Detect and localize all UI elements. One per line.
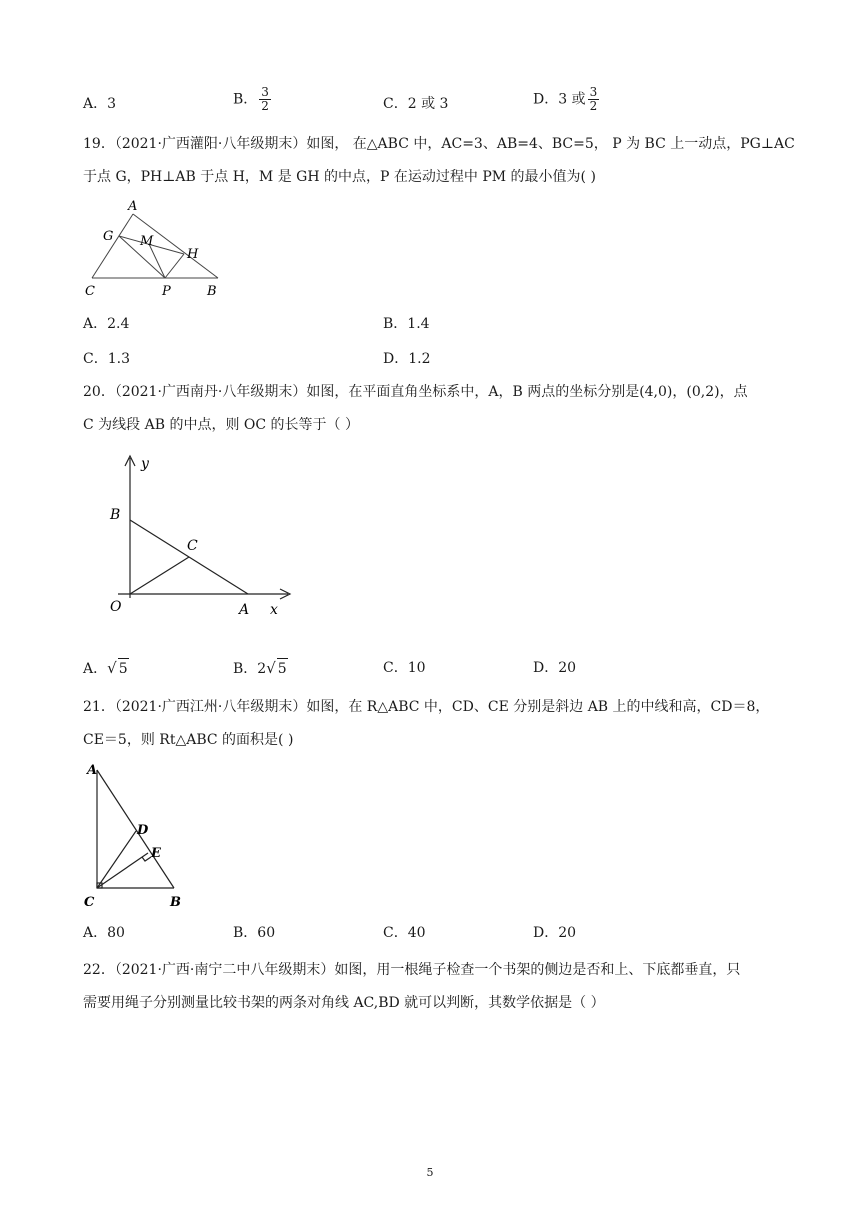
label-b: B [170,895,181,910]
label-x: x [270,602,278,618]
page-number: 5 [426,1166,434,1179]
q21-option-d [533,923,576,943]
option-label: B． [233,91,258,108]
radicand: 5 [118,658,129,679]
q18-option-a [83,94,116,114]
option-label: B． [233,661,258,677]
label-a: A [87,763,98,778]
q19-option-b [383,314,430,334]
fraction [259,86,271,113]
q19-option-a [83,314,129,334]
q18-option-b [233,86,271,113]
option-value: 80 [107,925,125,941]
option-value: 1.3 [107,351,130,367]
label-b: B [207,284,217,299]
label-a: A [128,199,138,214]
sqrt-sign: √ [107,659,117,677]
option-label: B． [233,925,258,941]
q19-text-line1: 19．（2021·广西灌阳·八年级期末）如图， 在△ABC 中，AC=3、AB=4、BC=5， P 为 BC 上一动点，PG⊥AC [83,136,795,152]
q19-text-line2: 于点 G，PH⊥AB 于点 H，M 是 GH 的中点，P 在运动过程中 PM 的最小值为( ) [83,169,596,185]
option-label: A． [83,925,108,941]
segment-ph [165,254,184,278]
q19-option-d [383,349,431,369]
q22-text-line2: 需要用绳子分别测量比较书架的两条对角线 AC,BD 就可以判断，其数学依据是（ ） [83,995,605,1011]
denominator: 2 [261,99,269,113]
label-e: E [151,846,161,861]
label-b: B [110,507,121,523]
option-value: 20 [558,660,577,676]
segment-cd [97,831,136,888]
q21-option-b [233,923,275,943]
q20-text-line1: 20．（2021·广西南丹·八年级期末）如图，在平面直角坐标系中，A，B 两点的坐标分别是(4,0)，(0,2)，点 [83,384,748,400]
label-c: C [187,538,198,554]
q22-text-line1: 22．（2021·广西·南宁二中八年级期末）如图，用一根绳子检查一个书架的侧边是否和上、下底都垂直，只 [83,962,741,978]
label-y: y [141,456,149,472]
option-label: C． [383,96,408,112]
fraction [588,86,600,113]
option-value: 3 [107,96,117,112]
option-label: D． [533,91,559,108]
label-m: M [140,234,154,249]
label-a: A [239,602,250,618]
option-label: C． [383,660,408,676]
q19-option-c [83,349,130,369]
q21-text-line2: CE＝5，则 Rt△ABC 的面积是( ) [83,732,294,748]
option-label: A． [83,96,108,112]
option-value: 1.2 [408,351,431,367]
option-value: 10 [407,660,426,676]
coefficient: 2 [257,661,267,677]
option-value: 20 [558,925,577,941]
option-label: D． [383,351,409,367]
q18-option-d [533,86,599,113]
q20-option-a [83,658,129,679]
q20-option-c [383,658,426,678]
sqrt-sign: √ [266,659,276,677]
option-label: A． [83,661,108,677]
q21-right-triangle-figure [82,760,192,912]
option-value: 1.4 [407,316,430,332]
numerator: 3 [589,85,598,99]
label-h: H [187,247,199,262]
q20-option-b [233,658,288,679]
numerator: 3 [261,85,269,99]
option-value: 40 [407,925,426,941]
segment-ca [92,214,133,278]
segment-ce [97,853,148,888]
option-label: C． [383,925,408,941]
option-value: 2 或 3 [407,96,449,112]
option-label: B． [383,316,408,332]
option-label: C． [83,351,108,367]
label-g: G [103,229,114,244]
q18-option-c [383,94,448,114]
option-label: D． [533,660,559,676]
label-o: O [110,599,122,615]
label-d: D [137,823,149,838]
option-label: D． [533,925,559,941]
segment-oc [130,557,189,594]
q21-text-line1: 21．（2021·广西江州·八年级期末）如图，在 R△ABC 中，CD、CE 分别是斜边 AB 上的中线和高，CD＝8， [83,699,770,715]
option-value: 3 或 [558,91,586,108]
option-label: A． [83,316,108,332]
segment-mp [149,244,165,278]
denominator: 2 [589,99,598,113]
radicand: 5 [277,658,288,679]
right-angle-mark-e [142,857,151,861]
q20-text-line2: C 为线段 AB 的中点，则 OC 的长等于（ ） [83,417,360,433]
label-p: P [162,284,171,299]
q21-option-a [83,923,125,943]
option-value: 2.4 [107,316,130,332]
option-value: 60 [257,925,276,941]
q20-option-d [533,658,576,678]
label-c: C [84,895,95,910]
q21-option-c [383,923,426,943]
q20-coordinate-figure [100,452,300,624]
q19-triangle-figure [82,198,232,300]
label-c: C [85,284,95,299]
